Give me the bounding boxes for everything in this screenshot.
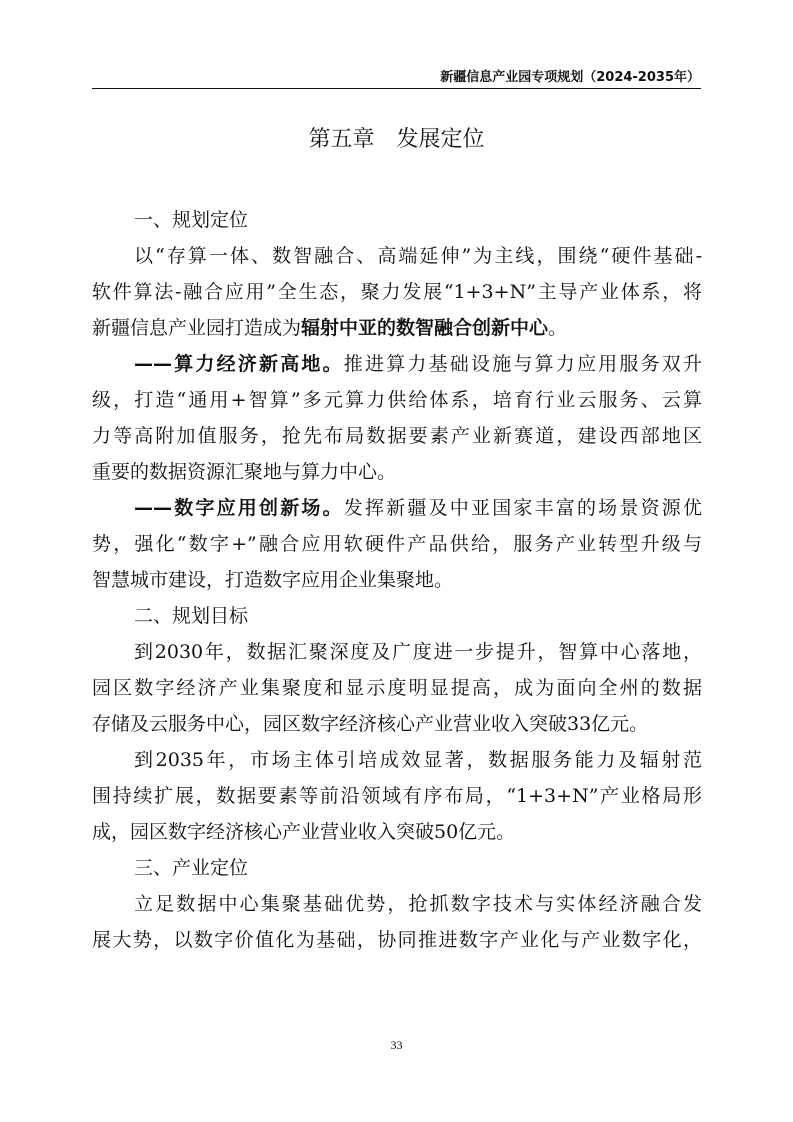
paragraph-line: [92, 490, 702, 526]
lead-in-heading: ——算力经济新高地。: [134, 353, 344, 375]
paragraph-text: 发挥新疆及中亚国家丰富的场景资源优: [343, 497, 702, 519]
paragraph-line: 存储及云服务中心，园区数字经济核心产业营业收入突破33亿元。: [92, 713, 649, 735]
paragraph-line: 软件算法-融合应用”全生态，聚力发展“1+3+N”主导产业体系，将: [92, 281, 702, 303]
paragraph-line: 级，打造“通用+智算”多元算力供给体系，培育行业云服务、云算: [92, 389, 702, 411]
page-number: 33: [390, 1038, 403, 1052]
paragraph-line: 成，园区数字经济核心产业营业收入突破50亿元。: [92, 821, 516, 843]
paragraph-line: 智慧城市建设，打造数字应用企业集聚地。: [92, 569, 454, 591]
paragraph-line: [92, 346, 702, 382]
paragraph-text: 。: [548, 317, 568, 339]
paragraph-text: 推进算力基础设施与算力应用服务双升: [343, 353, 702, 375]
paragraph-line: 围持续扩展，数据要素等前沿领域有序布局，“1+3+N”产业格局形: [92, 785, 702, 807]
chapter-title: 第五章 发展定位: [308, 127, 485, 152]
header-rule: [92, 88, 701, 89]
paragraph-line: [92, 310, 702, 346]
emphasis-text: 辐射中亚的数智融合创新中心: [301, 317, 549, 339]
lead-in-heading: ——数字应用创新场。: [134, 497, 344, 519]
section-heading-planning-position: 一、规划定位: [134, 209, 249, 231]
paragraph-text: 新疆信息产业园打造成为: [92, 317, 302, 339]
paragraph-line: 势，强化“数字+”融合应用软硬件产品供给，服务产业转型升级与: [92, 533, 702, 555]
paragraph-line: 力等高附加值服务，抢先布局数据要素产业新赛道，建设西部地区: [92, 425, 702, 447]
section-heading-industry-position: 三、产业定位: [134, 857, 249, 879]
running-header: 新疆信息产业园专项规划（2024-2035年）: [440, 70, 700, 85]
paragraph-line: 立足数据中心集聚基础优势，抢抓数字技术与实体经济融合发: [134, 893, 702, 915]
paragraph-line: 以“存算一体、数智融合、高端延伸”为主线，围绕“硬件基础-: [134, 245, 702, 267]
paragraph-line: 到2030年，数据汇聚深度及广度进一步提升，智算中心落地，: [134, 641, 702, 663]
paragraph-line: 重要的数据资源汇聚地与算力中心。: [92, 461, 397, 483]
paragraph-line: 到2035年，市场主体引培成效显著，数据服务能力及辐射范: [134, 749, 702, 771]
section-heading-planning-goals: 二、规划目标: [134, 605, 249, 627]
paragraph-line: 园区数字经济产业集聚度和显示度明显提高，成为面向全州的数据: [92, 677, 702, 699]
paragraph-line: 展大势，以数字价值化为基础，协同推进数字产业化与产业数字化，: [92, 929, 702, 951]
body-text: [92, 202, 702, 958]
